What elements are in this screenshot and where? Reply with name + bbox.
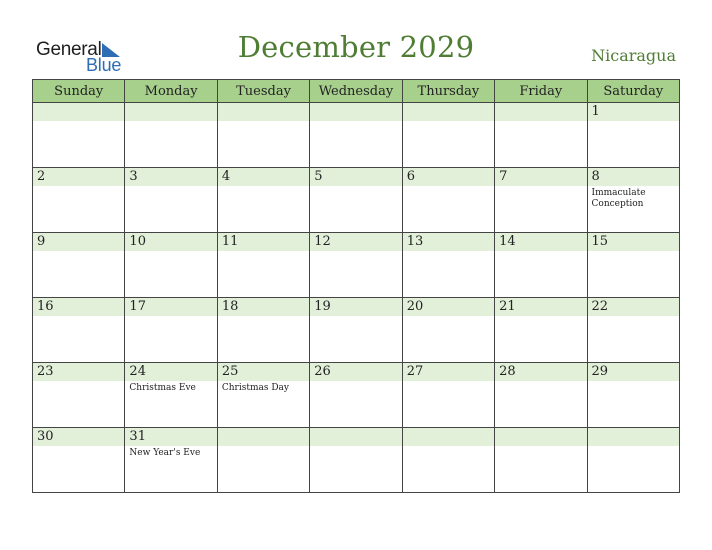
day-cell <box>495 103 587 168</box>
day-cell <box>402 168 494 233</box>
holiday-label <box>125 121 216 123</box>
day-cell <box>587 233 679 298</box>
day-number: 28 <box>495 363 586 381</box>
weekday-header: Wednesday <box>310 80 402 103</box>
day-cell <box>33 363 125 428</box>
holiday-label <box>33 446 124 448</box>
day-cell <box>125 298 217 363</box>
day-cell <box>495 168 587 233</box>
week-row <box>33 298 680 363</box>
day-cell <box>310 363 402 428</box>
day-number <box>495 428 586 446</box>
day-number: 18 <box>218 298 309 316</box>
day-cell <box>217 168 309 233</box>
day-cell <box>125 168 217 233</box>
holiday-label <box>33 381 124 383</box>
holiday-label <box>495 316 586 318</box>
country-label: Nicaragua <box>591 46 676 65</box>
holiday-label <box>403 446 494 448</box>
holiday-label <box>125 186 216 188</box>
weekday-header: Thursday <box>402 80 494 103</box>
holiday-label <box>495 251 586 253</box>
holiday-label <box>588 446 679 448</box>
day-number: 8 <box>588 168 679 186</box>
day-number <box>125 103 216 121</box>
day-cell <box>587 298 679 363</box>
day-cell <box>33 233 125 298</box>
day-cell <box>402 428 494 493</box>
day-cell <box>217 428 309 493</box>
day-number <box>310 428 401 446</box>
week-row <box>33 363 680 428</box>
day-cell <box>587 428 679 493</box>
holiday-label <box>218 316 309 318</box>
day-cell <box>402 233 494 298</box>
day-number: 22 <box>588 298 679 316</box>
day-number <box>33 103 124 121</box>
logo-word-general: General <box>36 39 102 60</box>
day-number: 5 <box>310 168 401 186</box>
week-row <box>33 233 680 298</box>
day-number: 30 <box>33 428 124 446</box>
day-number: 6 <box>403 168 494 186</box>
holiday-label <box>403 381 494 383</box>
logo-word-blue: Blue <box>86 55 122 75</box>
holiday-label: Immaculate Conception <box>591 188 646 209</box>
day-cell <box>495 363 587 428</box>
day-number: 21 <box>495 298 586 316</box>
holiday-label <box>33 316 124 318</box>
day-cell <box>125 233 217 298</box>
holiday-label <box>588 251 679 253</box>
weekday-header: Sunday <box>33 80 125 103</box>
holiday-label <box>125 316 216 318</box>
day-cell <box>217 298 309 363</box>
day-cell <box>33 428 125 493</box>
week-row <box>33 103 680 168</box>
day-number <box>218 103 309 121</box>
holiday-label <box>310 381 401 383</box>
day-number: 31 <box>125 428 216 446</box>
day-cell <box>125 103 217 168</box>
weekday-header: Saturday <box>587 80 679 103</box>
holiday-label: New Year's Eve <box>129 448 201 458</box>
day-number <box>218 428 309 446</box>
day-number: 20 <box>403 298 494 316</box>
day-number: 14 <box>495 233 586 251</box>
day-number: 17 <box>125 298 216 316</box>
holiday-label <box>310 316 401 318</box>
holiday-label <box>310 446 401 448</box>
holiday-label <box>310 186 401 188</box>
day-number: 16 <box>33 298 124 316</box>
day-cell <box>402 103 494 168</box>
day-cell <box>495 298 587 363</box>
day-number: 11 <box>218 233 309 251</box>
day-cell <box>217 363 309 428</box>
day-cell <box>310 168 402 233</box>
day-cell <box>33 168 125 233</box>
holiday-label: Christmas Day <box>221 383 289 393</box>
day-number <box>588 428 679 446</box>
day-number: 9 <box>33 233 124 251</box>
day-number: 15 <box>588 233 679 251</box>
day-cell <box>310 298 402 363</box>
day-cell <box>217 103 309 168</box>
day-number <box>495 103 586 121</box>
day-cell <box>587 103 679 168</box>
day-cell <box>402 298 494 363</box>
holiday-label: Christmas Eve <box>129 383 196 393</box>
day-cell <box>33 103 125 168</box>
weekday-header-row <box>33 80 680 103</box>
holiday-label <box>495 186 586 188</box>
day-cell <box>310 233 402 298</box>
holiday-label <box>33 121 124 123</box>
holiday-label <box>218 121 309 123</box>
day-cell <box>310 103 402 168</box>
holiday-label <box>218 186 309 188</box>
page-title: December 2029 <box>237 30 475 64</box>
holiday-label <box>310 121 401 123</box>
holiday-label <box>33 251 124 253</box>
holiday-label <box>310 251 401 253</box>
day-cell <box>587 363 679 428</box>
day-number <box>403 428 494 446</box>
day-cell <box>33 298 125 363</box>
weekday-header: Friday <box>495 80 587 103</box>
calendar-grid <box>32 79 680 493</box>
day-number: 26 <box>310 363 401 381</box>
day-cell <box>402 363 494 428</box>
day-cell <box>125 428 217 493</box>
day-cell <box>125 363 217 428</box>
holiday-label <box>403 316 494 318</box>
day-number: 19 <box>310 298 401 316</box>
day-number: 29 <box>588 363 679 381</box>
week-row <box>33 168 680 233</box>
day-number: 1 <box>588 103 679 121</box>
holiday-label <box>588 121 679 123</box>
holiday-label <box>218 251 309 253</box>
day-number: 24 <box>125 363 216 381</box>
holiday-label <box>403 121 494 123</box>
day-cell <box>495 428 587 493</box>
holiday-label <box>33 186 124 188</box>
day-number: 3 <box>125 168 216 186</box>
day-number: 12 <box>310 233 401 251</box>
day-cell <box>217 233 309 298</box>
day-number: 10 <box>125 233 216 251</box>
holiday-label <box>588 316 679 318</box>
holiday-label <box>218 446 309 448</box>
weekday-header: Monday <box>125 80 217 103</box>
day-number: 7 <box>495 168 586 186</box>
day-cell <box>495 233 587 298</box>
holiday-label <box>495 446 586 448</box>
holiday-label <box>403 186 494 188</box>
holiday-label <box>403 251 494 253</box>
day-number: 13 <box>403 233 494 251</box>
day-cell <box>310 428 402 493</box>
holiday-label <box>125 251 216 253</box>
day-cell <box>587 168 679 233</box>
day-number <box>310 103 401 121</box>
holiday-label <box>495 381 586 383</box>
day-number: 4 <box>218 168 309 186</box>
week-row <box>33 428 680 493</box>
weekday-header: Tuesday <box>217 80 309 103</box>
day-number: 25 <box>218 363 309 381</box>
holiday-label <box>588 381 679 383</box>
day-number: 23 <box>33 363 124 381</box>
holiday-label <box>495 121 586 123</box>
day-number: 2 <box>33 168 124 186</box>
day-number <box>403 103 494 121</box>
day-number: 27 <box>403 363 494 381</box>
